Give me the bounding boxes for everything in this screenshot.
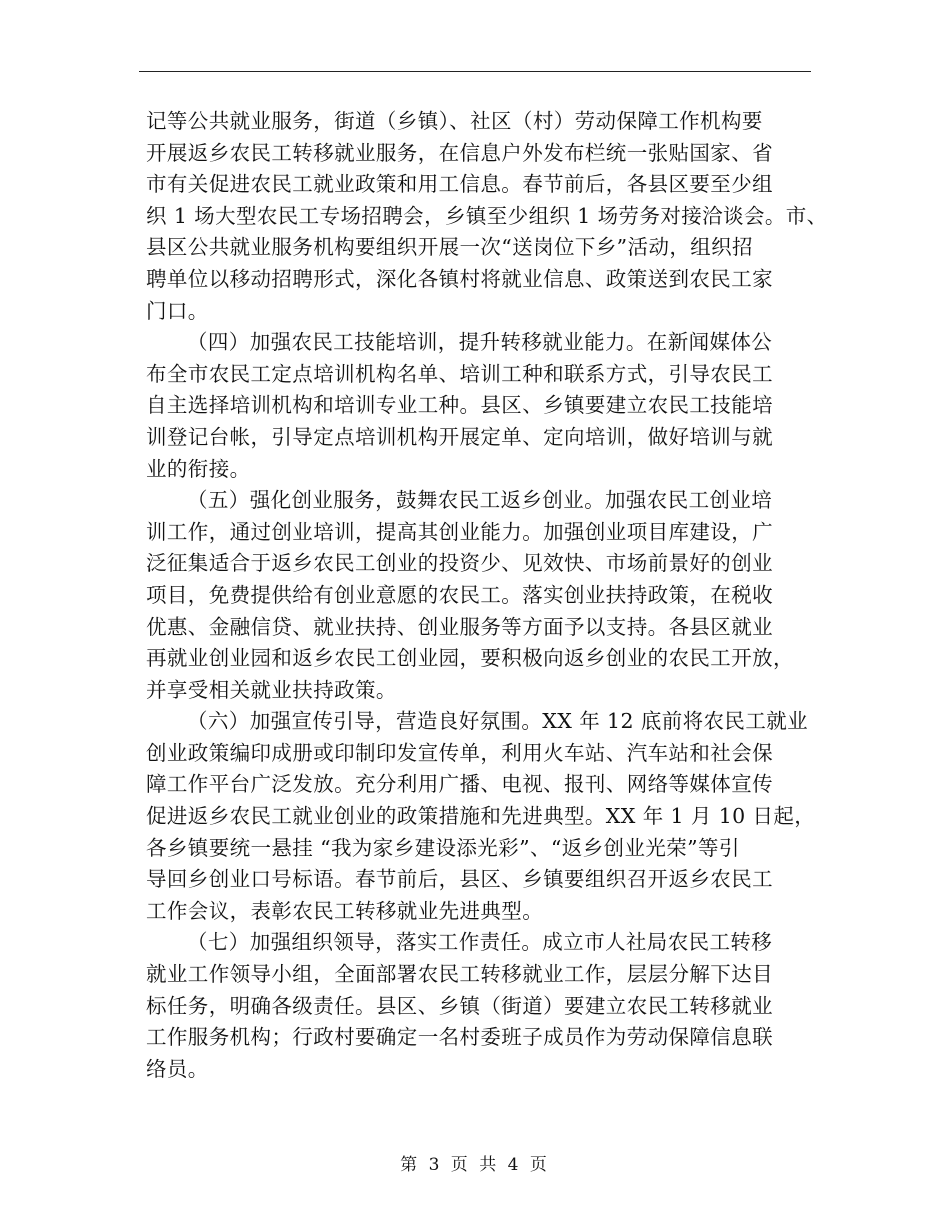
- text-line: 标任务，明确各级责任。县区、乡镇（街道）要建立农民工转移就业: [146, 993, 773, 1018]
- paragraph-heading-line: （四）加强农民工技能培训，提升转移就业能力。在新闻媒体公: [187, 330, 773, 355]
- document-body: [146, 106, 846, 1085]
- paragraph-heading-line: （五）强化创业服务，鼓舞农民工返乡创业。加强农民工创业培: [187, 488, 773, 513]
- text-line: 项目，免费提供给有创业意愿的农民工。落实创业扶持政策，在税收: [146, 582, 773, 607]
- text-line: 市有关促进农民工就业政策和用工信息。春节前后，各县区要至少组: [146, 172, 773, 197]
- text-line: 开展返乡农民工转移就业服务，在信息户外发布栏统一张贴国家、省: [146, 140, 773, 165]
- text-line: 优惠、金融信贷、就业扶持、创业服务等方面予以支持。各县区就业: [146, 614, 773, 639]
- text-line: 门口。: [146, 298, 209, 323]
- header-rule: [139, 71, 811, 72]
- text-line: 再就业创业园和返乡农民工创业园，要积极向返乡创业的农民工开放，: [146, 646, 794, 671]
- text-line: 工作服务机构；行政村要确定一名村委班子成员作为劳动保障信息联: [146, 1025, 773, 1050]
- text-line: 泛征集适合于返乡农民工创业的投资少、见效快、市场前景好的创业: [146, 551, 773, 576]
- text-line: 布全市农民工定点培训机构名单、培训工种和联系方式，引导农民工: [146, 361, 773, 386]
- text-line: 创业政策编印成册或印制印发宣传单，利用火车站、汽车站和社会保: [146, 740, 773, 765]
- text-line: 自主选择培训机构和培训专业工种。县区、乡镇要建立农民工技能培: [146, 393, 773, 418]
- text-line: 训登记台帐，引导定点培训机构开展定单、定向培训，做好培训与就: [146, 424, 773, 449]
- text-line: 促进返乡农民工就业创业的政策措施和先进典型。XX 年 1 月 10 日起，: [146, 804, 816, 829]
- text-line: 记等公共就业服务，街道（乡镇）、社区（村）劳动保障工作机构要: [146, 109, 763, 133]
- page-number-footer: 第 3 页 共 4 页: [400, 1155, 550, 1175]
- text-line: 聘单位以移动招聘形式，深化各镇村将就业信息、政策送到农民工家: [146, 266, 773, 291]
- paragraph-heading-line: （七）加强组织领导，落实工作责任。成立市人社局农民工转移: [187, 930, 773, 955]
- text-line: 障工作平台广泛发放。充分利用广播、电视、报刊、网络等媒体宣传: [146, 772, 773, 797]
- text-line: 各乡镇要统一悬挂 “我为家乡建设添光彩”、“返乡创业光荣”等引: [146, 835, 740, 860]
- text-line: 络员。: [146, 1056, 209, 1081]
- text-line: 并享受相关就业扶持政策。: [146, 677, 397, 702]
- text-line: 导回乡创业口号标语。春节前后，县区、乡镇要组织召开返乡农民工: [146, 867, 773, 892]
- text-line: 就业工作领导小组，全面部署农民工转移就业工作，层层分解下达目: [146, 962, 773, 987]
- text-line: 业的衔接。: [146, 456, 251, 481]
- text-line: 工作会议，表彰农民工转移就业先进典型。: [146, 898, 544, 923]
- text-line: 县区公共就业服务机构要组织开展一次“送岗位下乡”活动，组织招: [146, 235, 753, 260]
- text-line: 训工作，通过创业培训，提高其创业能力。加强创业项目库建设，广: [146, 519, 773, 544]
- paragraph-heading-line: （六）加强宣传引导，营造良好氛围。XX 年 12 底前将农民工就业: [187, 709, 809, 734]
- text-line: 织 1 场大型农民工专场招聘会，乡镇至少组织 1 场劳务对接洽谈会。市、: [146, 203, 828, 228]
